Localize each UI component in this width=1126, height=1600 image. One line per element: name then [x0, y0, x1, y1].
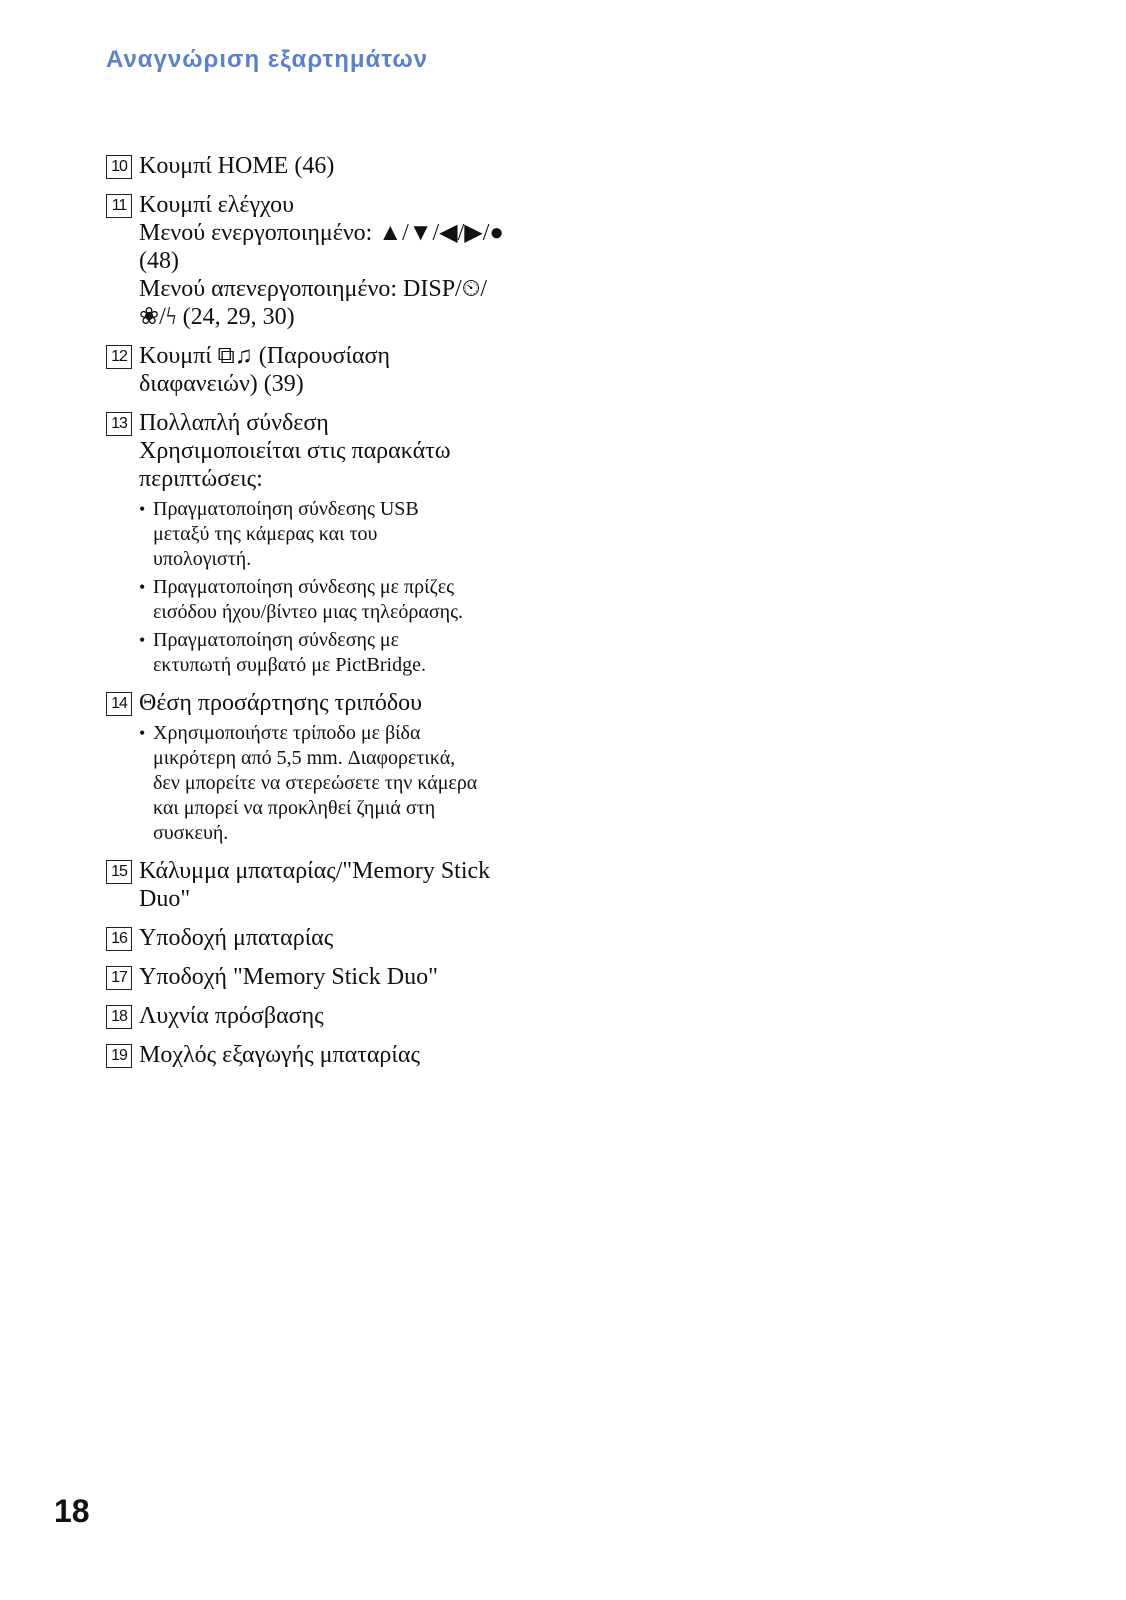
item-text: Πολλαπλή σύνδεση [139, 410, 329, 436]
item-number-badge: 13 [106, 412, 132, 436]
item-text: ❀/ϟ (24, 29, 30) [139, 304, 295, 330]
item-number-badge: 14 [106, 692, 132, 716]
item-text: Κουμπί HOME (46) [139, 153, 335, 179]
bullet-item [139, 628, 546, 678]
item-text: Μενού ενεργοποιημένο: ▲/▼/◀/▶/● [139, 220, 504, 246]
item-number-badge: 18 [106, 1005, 132, 1029]
bullet-text: δεν μπορείτε να στερεώσετε την κάμερα [153, 772, 478, 794]
item-text: Κουμπί ελέγχου [139, 192, 295, 218]
list-item [106, 689, 546, 846]
item-number-badge: 16 [106, 927, 132, 951]
bullet-text: • Πραγματοποίηση σύνδεσης USB [153, 498, 419, 520]
bullet-text: • Πραγματοποίηση σύνδεσης με πρίζες [153, 576, 455, 598]
item-text: περιπτώσεις: [139, 466, 263, 492]
item-text: Μοχλός εξαγωγής μπαταρίας [139, 1042, 420, 1068]
list-item [106, 924, 546, 952]
bullet-text: • Πραγματοποίηση σύνδεσης με [153, 629, 399, 651]
bullet-text: υπολογιστή. [153, 548, 252, 570]
bullet-text: • Χρησιμοποιήστε τρίποδο με βίδα [153, 722, 421, 744]
item-text: Υποδοχή "Memory Stick Duo" [139, 964, 438, 990]
item-text: Κάλυμμα μπαταρίας/"Memory Stick [139, 858, 491, 884]
list-item [106, 342, 546, 398]
bullet-text: συσκευή. [153, 822, 229, 844]
item-number-badge: 19 [106, 1044, 132, 1068]
bullet-text: εισόδου ήχου/βίντεο μιας τηλεόρασης. [153, 601, 463, 623]
list-item [106, 1002, 546, 1030]
item-number-badge: 15 [106, 860, 132, 884]
item-text: Duo" [139, 886, 191, 912]
list-item [106, 191, 546, 331]
bullet-text: μεταξύ της κάμερας και του [153, 523, 378, 545]
item-number-badge: 17 [106, 966, 132, 990]
component-list [106, 152, 546, 1080]
list-item [106, 152, 546, 180]
item-text: Μενού απενεργοποιημένο: DISP/⏲/ [139, 276, 488, 302]
section-header: Αναγνώριση εξαρτημάτων [106, 46, 428, 73]
item-text: Χρησιμοποιείται στις παρακάτω [139, 438, 451, 464]
item-text: (48) [139, 248, 179, 274]
bullet-text: και μπορεί να προκληθεί ζημιά στη [153, 797, 436, 819]
item-number-badge: 10 [106, 155, 132, 179]
bullet-item [139, 721, 546, 846]
bullet-item [139, 575, 546, 625]
item-text: Θέση προσάρτησης τριπόδου [139, 690, 423, 716]
item-text: Λυχνία πρόσβασης [139, 1003, 324, 1029]
item-text: Υποδοχή μπαταρίας [139, 925, 334, 951]
bullet-list [139, 721, 546, 846]
item-text: διαφανειών) (39) [139, 371, 304, 397]
item-text: Κουμπί ⧉♫ (Παρουσίαση [139, 343, 391, 369]
list-item [106, 963, 546, 991]
list-item [106, 857, 546, 913]
list-item [106, 409, 546, 678]
item-number-badge: 12 [106, 345, 132, 369]
page-number: 18 [54, 1493, 90, 1529]
bullet-text: εκτυπωτή συμβατό με PictBridge. [153, 654, 426, 676]
bullet-list [139, 497, 546, 678]
bullet-text: μικρότερη από 5,5 mm. Διαφορετικά, [153, 747, 456, 769]
item-number-badge: 11 [106, 194, 132, 218]
bullet-item [139, 497, 546, 572]
list-item [106, 1041, 546, 1069]
